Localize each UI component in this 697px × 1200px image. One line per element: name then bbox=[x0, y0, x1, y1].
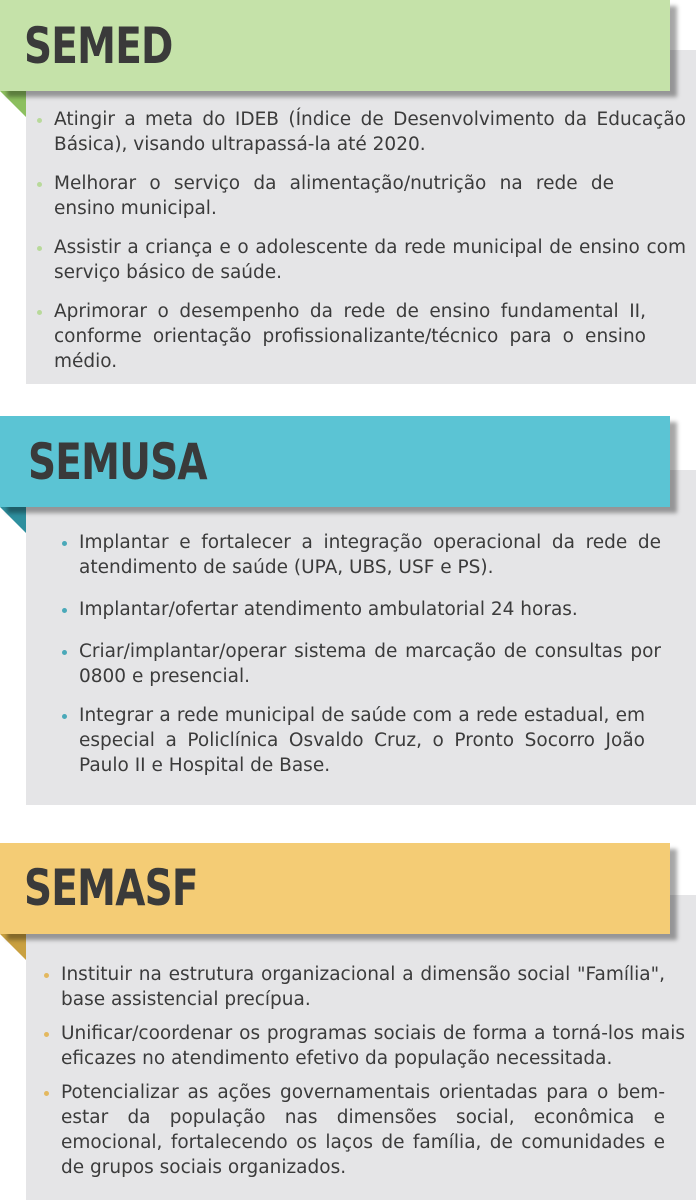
bullet-icon bbox=[62, 541, 67, 546]
bullet-icon bbox=[44, 973, 49, 978]
semusa-list bbox=[79, 530, 661, 778]
semasf-title: SEMASF bbox=[24, 859, 198, 917]
list-item: Unificar/coordenar os programas sociais de forma a torná-los mais eficazes no atendimento efetivo da população necessitada. bbox=[61, 1021, 685, 1071]
semed-list bbox=[54, 107, 686, 374]
list-item: Instituir na estrutura organizacional a dimensão social "Família", base assistencial precípua. bbox=[61, 962, 665, 1012]
bullet-icon bbox=[44, 1091, 49, 1096]
semasf-banner-fold bbox=[0, 934, 26, 960]
bullet-icon bbox=[62, 608, 67, 613]
list-item: Potencializar as ações governamentais orientadas para o bem-estar da população nas dimensões social, econômica e emocional, fortalecendo os laços de família, de comunidades e de grupos sociais organizados. bbox=[61, 1080, 665, 1180]
semed-banner-fold bbox=[0, 91, 26, 117]
semed-title: SEMED bbox=[24, 17, 173, 75]
semusa-title: SEMUSA bbox=[28, 433, 207, 491]
list-item: Assistir a criança e o adolescente da rede municipal de ensino com serviço básico de saúde. bbox=[54, 235, 686, 285]
list-item: Criar/implantar/operar sistema de marcação de consultas por 0800 e presencial. bbox=[79, 639, 661, 689]
list-item: Implantar/ofertar atendimento ambulatorial 24 horas. bbox=[79, 597, 661, 622]
bullet-icon bbox=[62, 714, 67, 719]
bullet-icon bbox=[37, 246, 42, 251]
list-item: Melhorar o serviço da alimentação/nutrição na rede de ensino municipal. bbox=[54, 171, 614, 221]
bullet-icon bbox=[44, 1032, 49, 1037]
list-item: Implantar e fortalecer a integração operacional da rede de atendimento de saúde (UPA, UBS, USF e PS). bbox=[79, 530, 661, 580]
bullet-icon bbox=[37, 118, 42, 123]
bullet-icon bbox=[37, 310, 42, 315]
list-item: Aprimorar o desempenho da rede de ensino fundamental II, conforme orientação profissionalizante/técnico para o ensino médio. bbox=[54, 299, 646, 374]
list-item: Integrar a rede municipal de saúde com a rede estadual, em especial a Policlínica Osvaldo Cruz, o Pronto Socorro João Paulo II e Hospital de Base. bbox=[79, 703, 645, 778]
bullet-icon bbox=[62, 650, 67, 655]
semusa-banner-fold bbox=[0, 507, 26, 533]
list-item: Atingir a meta do IDEB (Índice de Desenvolvimento da Educação Básica), visando ultrapassá-la até 2020. bbox=[54, 107, 686, 157]
semasf-list bbox=[61, 962, 693, 1180]
bullet-icon bbox=[37, 182, 42, 187]
